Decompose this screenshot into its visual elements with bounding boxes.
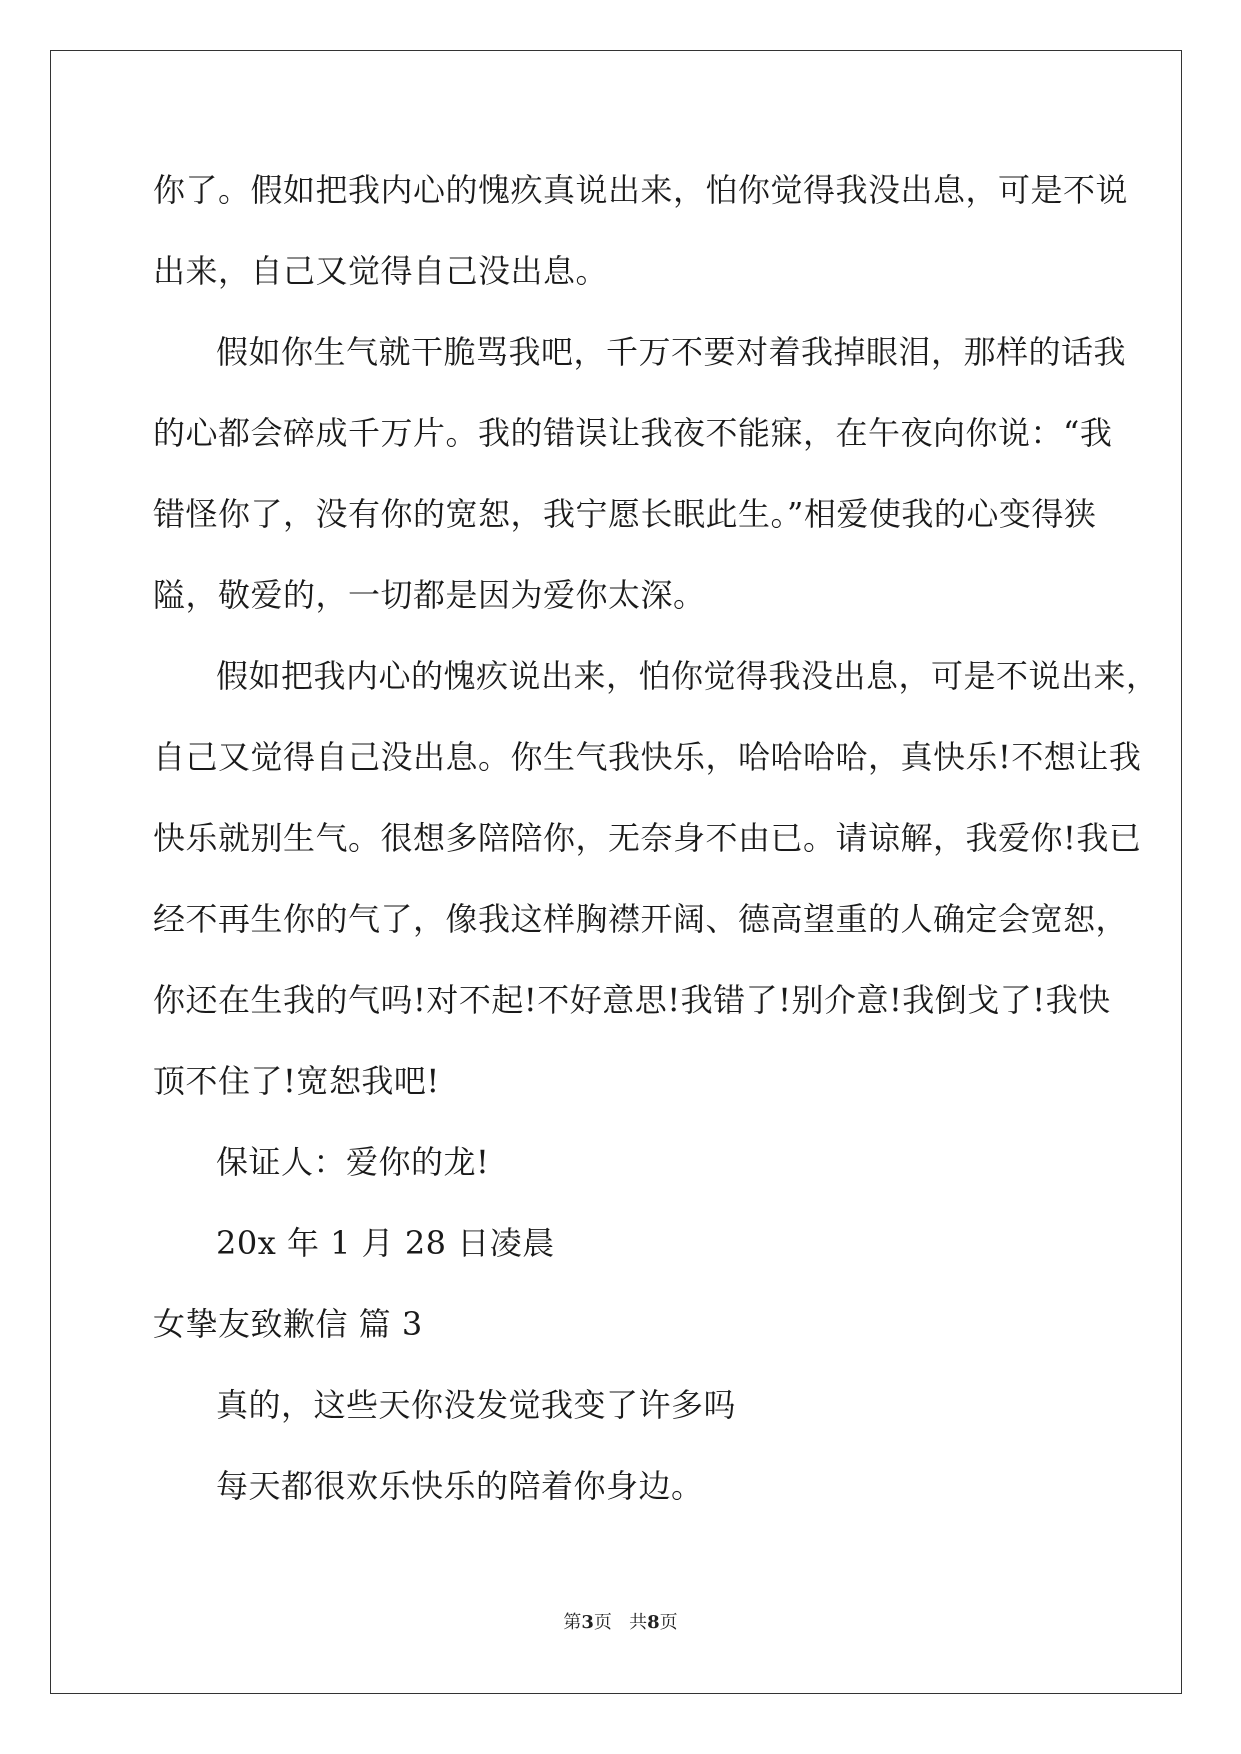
total-pages-number: 8	[647, 1612, 660, 1633]
current-page-number: 3	[581, 1612, 594, 1633]
text-line: 你还在生我的气吗!对不起!不好意思!我错了!别介意!我倒戈了!我快	[153, 981, 1111, 1019]
text-line: 的心都会碎成千万片。我的错误让我夜不能寐，在午夜向你说：“我	[153, 414, 1113, 452]
document-body	[153, 150, 1159, 1527]
text-line: 你了。假如把我内心的愧疚真说出来，怕你觉得我没出息，可是不说	[153, 171, 1129, 209]
text-line: 假如你生气就干脆骂我吧，千万不要对着我掉眼泪，那样的话我	[216, 333, 1127, 371]
footer-prefix: 第	[563, 1612, 582, 1633]
text-line: 经不再生你的气了，像我这样胸襟开阔、德高望重的人确定会宽恕，	[153, 900, 1129, 938]
footer-total-suffix: 页	[659, 1612, 678, 1633]
text-line: 每天都很欢乐快乐的陪着你身边。	[216, 1467, 704, 1505]
text-line: 20x 年 1 月 28 日凌晨	[216, 1224, 555, 1262]
text-line: 顶不住了!宽恕我吧!	[153, 1062, 440, 1100]
text-line: 假如把我内心的愧疚说出来，怕你觉得我没出息，可是不说出来，	[216, 657, 1159, 695]
footer-page-suffix: 页	[593, 1612, 612, 1633]
text-line: 女挚友致歉信 篇 3	[153, 1305, 423, 1343]
text-line: 隘，敬爱的，一切都是因为爱你太深。	[153, 576, 706, 614]
text-line: 出来，自己又觉得自己没出息。	[153, 252, 609, 290]
footer-total-prefix: 共	[629, 1612, 648, 1633]
text-line: 快乐就别生气。很想多陪陪你，无奈身不由已。请谅解，我爱你!我已	[153, 819, 1142, 857]
page-footer	[0, 1608, 1241, 1634]
text-line: 自己又觉得自己没出息。你生气我快乐，哈哈哈哈，真快乐!不想让我	[153, 738, 1142, 776]
text-line: 真的，这些天你没发觉我变了许多吗	[216, 1386, 737, 1424]
text-line: 错怪你了，没有你的宽恕，我宁愿长眠此生。”相爱使我的心变得狭	[153, 495, 1097, 533]
text-line: 保证人：爱你的龙!	[216, 1143, 490, 1181]
